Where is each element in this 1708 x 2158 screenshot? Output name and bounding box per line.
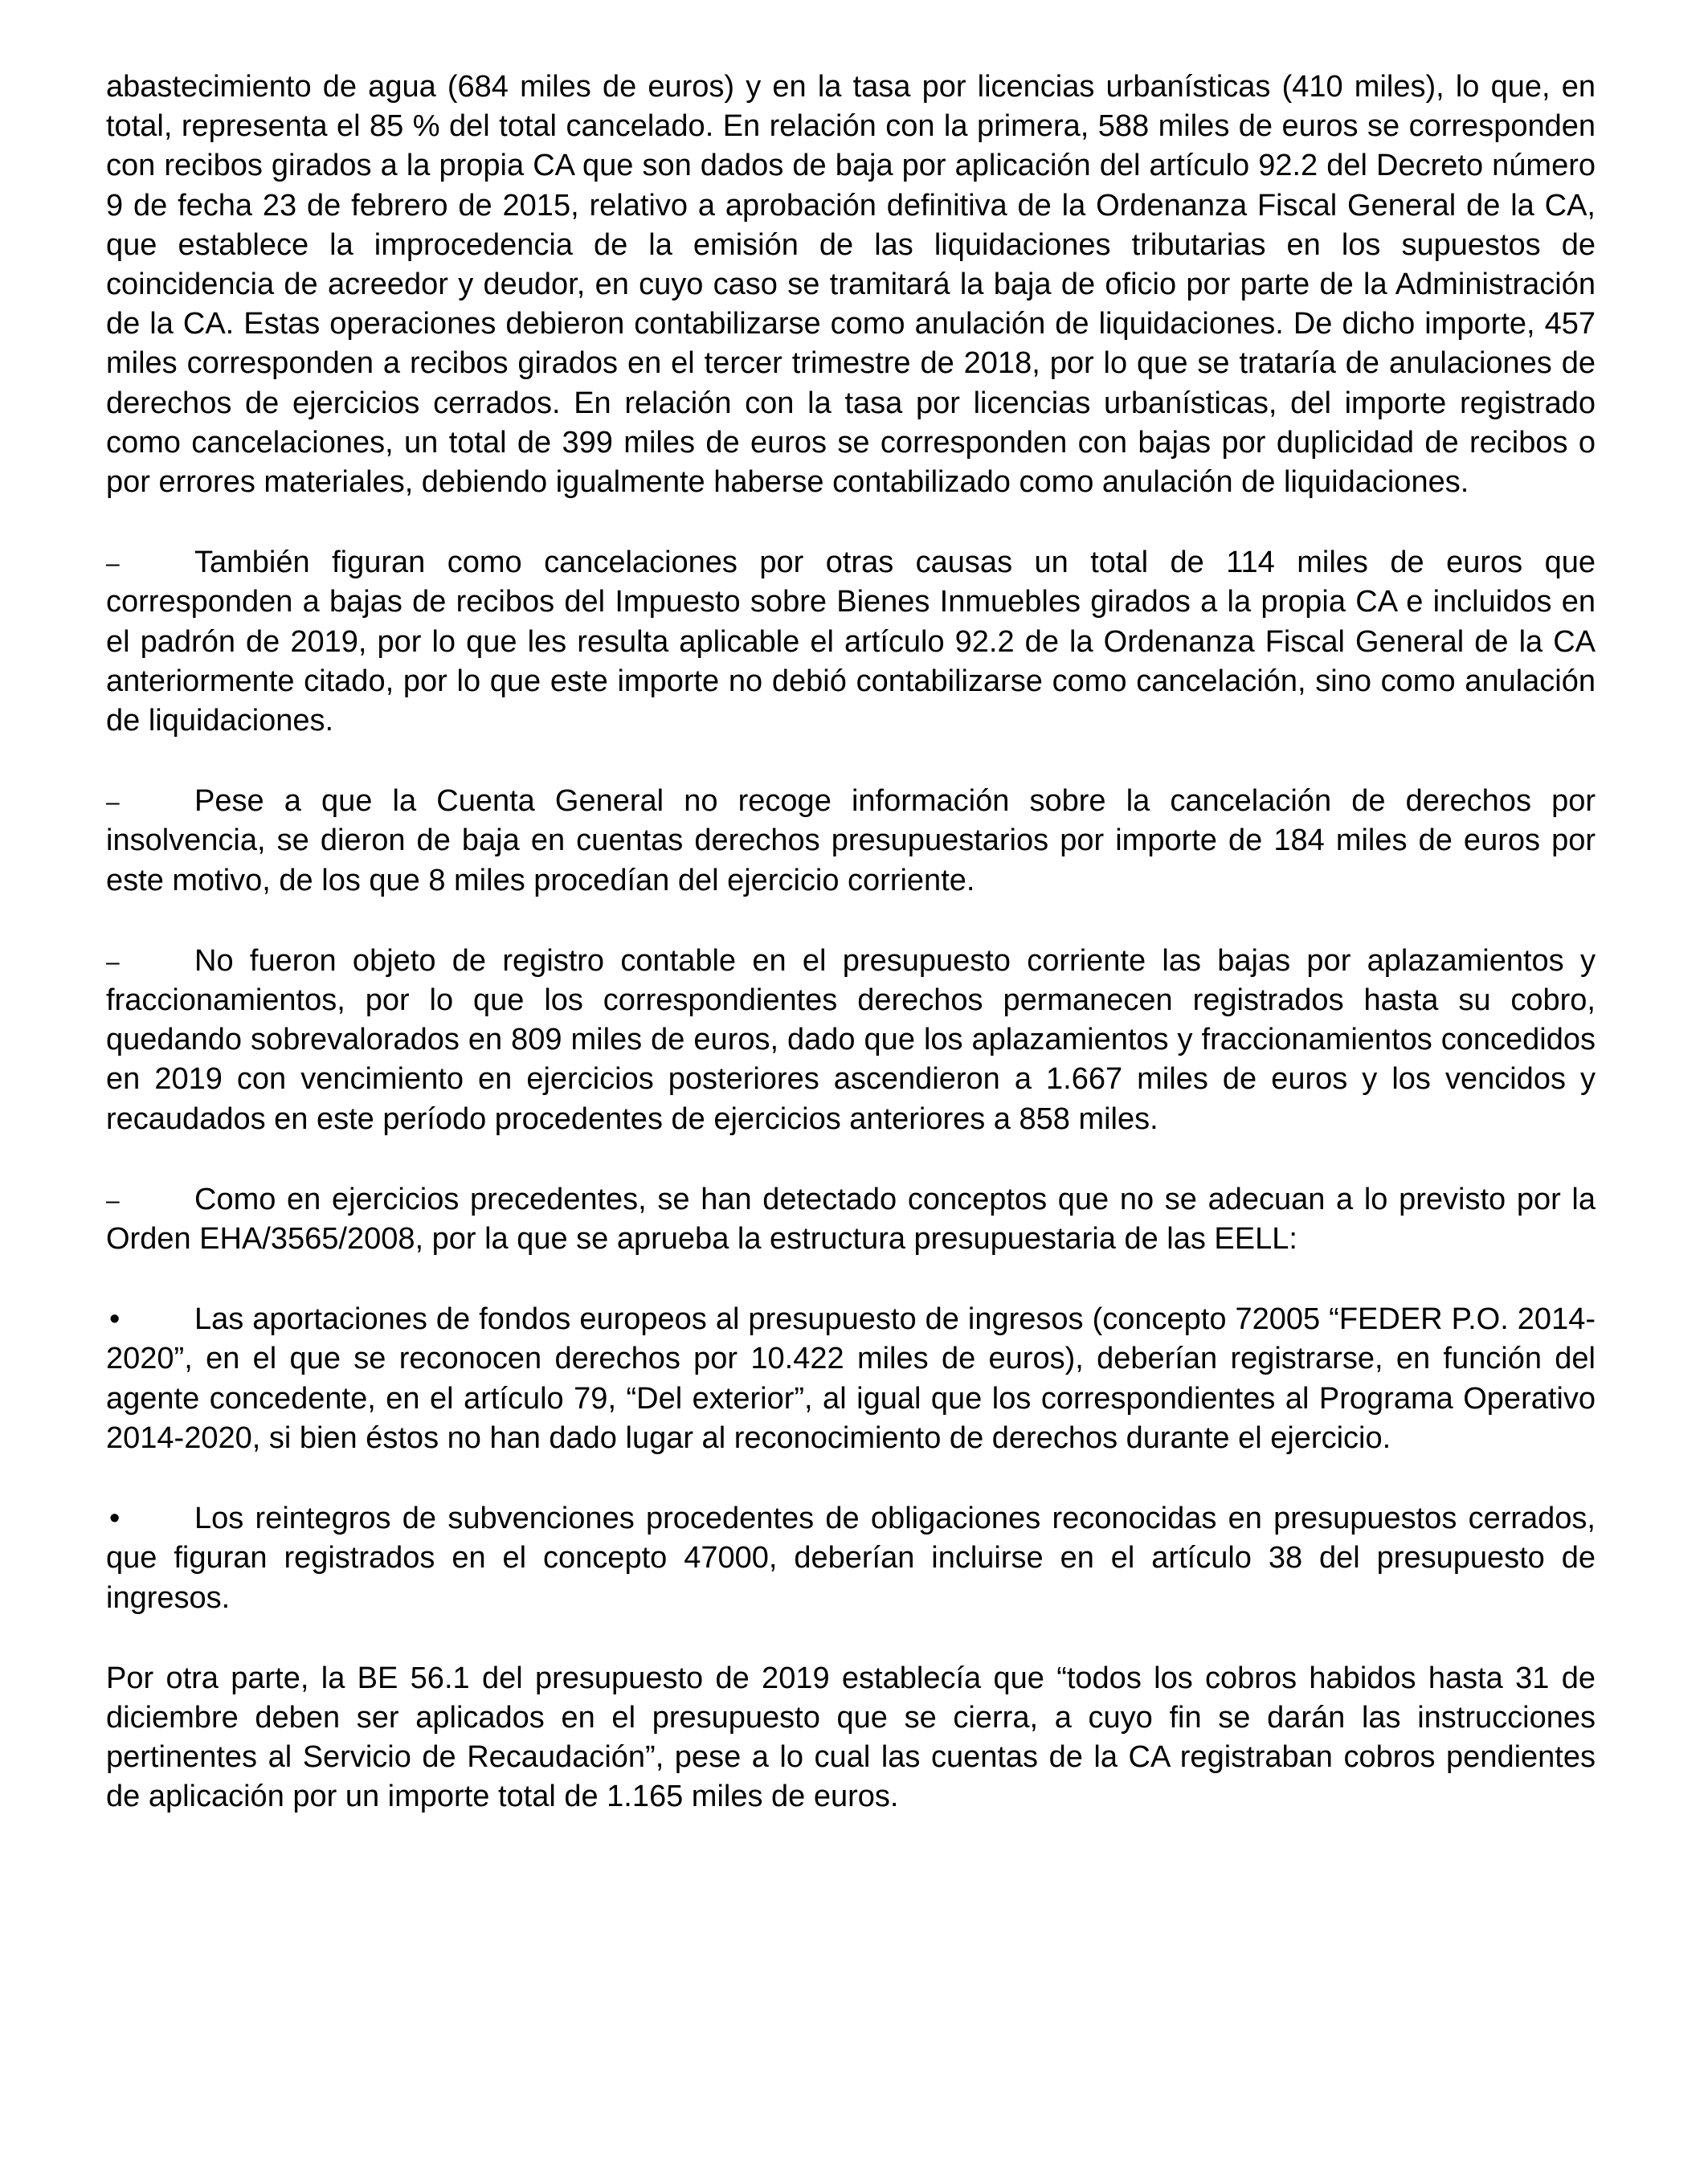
paragraph-cobros-pendientes: Por otra parte, la BE 56.1 del presupuesto de 2019 establecía que “todos los cobros habidos hasta 31 de diciembre deben ser aplicados en el presupuesto que se cierra, a cuyo fin se darán las instrucciones pertinentes al Servicio de Recaudación”, pese a lo cual las cuentas de la CA registraban cobros pendientes de aplicación por un importe total de 1.165 miles de euros.: [106, 1661, 1596, 1814]
dash-item-aplazamientos: [106, 942, 1596, 1139]
dash-item-text: Como en ejercicios precedentes, se han detectado conceptos que no se adecuan a lo previsto por la Orden EHA/3565/2008, por la que se aprueba la estructura presupuestaria de las EELL:: [106, 1182, 1596, 1257]
bullet-item-text: Los reintegros de subvenciones procedentes de obligaciones reconocidas en presupuestos cerrados, que figuran registrados en el concepto 47000, deberían incluirse en el artículo 38 del presupuesto de ingresos.: [106, 1502, 1596, 1615]
bullet-item-text: Las aportaciones de fondos europeos al presupuesto de ingresos (concepto 72005 “FEDER P.O. 2014-2020”, en el que se reconocen derechos por 10.422 miles de euros), deberían registrarse, en función del agente concedente, en el artículo 79, “Del exterior”, al igual que los correspondientes al Programa Operativo 2014-2020, si bien éstos no han dado lugar al reconocimiento de derechos durante el ejercicio.: [106, 1302, 1596, 1455]
bullet-item-fondos-europeos: [106, 1300, 1596, 1458]
dash-marker: –: [106, 550, 120, 578]
paragraph-cancelaciones-continuacion: abastecimiento de agua (684 miles de euros) y en la tasa por licencias urbanísticas (410 miles), lo que, en total, representa el 85 % del total cancelado. En relación con la primera, 588 miles de euros se corresponden con recibos girados a la propia CA que son dados de baja por aplicación del artículo 92.2 del Decreto número 9 de fecha 23 de febrero de 2015, relativo a aprobación definitiva de la Ordenanza Fiscal General de la CA, que establece la improcedencia de la emisión de las liquidaciones tributarias en los supuestos de coincidencia de acreedor y deudor, en cuyo caso se tramitará la baja de oficio por parte de la Administración de la CA. Estas operaciones debieron contabilizarse como anulación de liquidaciones. De dicho importe, 457 miles corresponden a recibos girados en el tercer trimestre de 2018, por lo que se trataría de anulaciones de derechos de ejercicios cerrados. En relación con la tasa por licencias urbanísticas, del importe registrado como cancelaciones, un total de 399 miles de euros se corresponden con bajas por duplicidad de recibos o por errores materiales, debiendo igualmente haberse contabilizado como anulación de liquidaciones.: [106, 70, 1596, 500]
dash-item-text: Pese a que la Cuenta General no recoge información sobre la cancelación de derechos por insolvencia, se dieron de baja en cuentas derechos presupuestarios por importe de 184 miles de euros por este motivo, de los que 8 miles procedían del ejercicio corriente.: [106, 784, 1596, 897]
dash-item-ibi-cancelaciones: [106, 543, 1596, 741]
dash-item-text: También figuran como cancelaciones por otras causas un total de 114 miles de euros que corresponden a bajas de recibos del Impuesto sobre Bienes Inmuebles girados a la propia CA e incluidos en el padrón de 2019, por lo que les resulta aplicable el artículo 92.2 de la Ordenanza Fiscal General de la CA anteriormente citado, por lo que este importe no debió contabilizarse como cancelación, sino como anulación de liquidaciones.: [106, 546, 1596, 738]
bullet-marker: •: [109, 1302, 121, 1337]
dash-item-insolvencia: [106, 782, 1596, 901]
dash-item-conceptos-orden: [106, 1180, 1596, 1259]
bullet-item-reintegros: [106, 1499, 1596, 1618]
dash-marker: –: [106, 789, 120, 816]
bullet-marker: •: [109, 1502, 121, 1536]
document-page: [106, 67, 1596, 1817]
dash-marker: –: [106, 1187, 120, 1214]
dash-item-text: No fueron objeto de registro contable en el presupuesto corriente las bajas por aplazamientos y fraccionamientos, por lo que los correspondientes derechos permanecen registrados hasta su cobro, quedando sobrevalorados en 809 miles de euros, dado que los aplazamientos y fraccionamientos concedidos en 2019 con vencimiento en ejercicios posteriores ascendieron a 1.667 miles de euros y los vencidos y recaudados en este período procedentes de ejercicios anteriores a 858 miles.: [106, 943, 1596, 1136]
dash-marker: –: [106, 948, 120, 975]
